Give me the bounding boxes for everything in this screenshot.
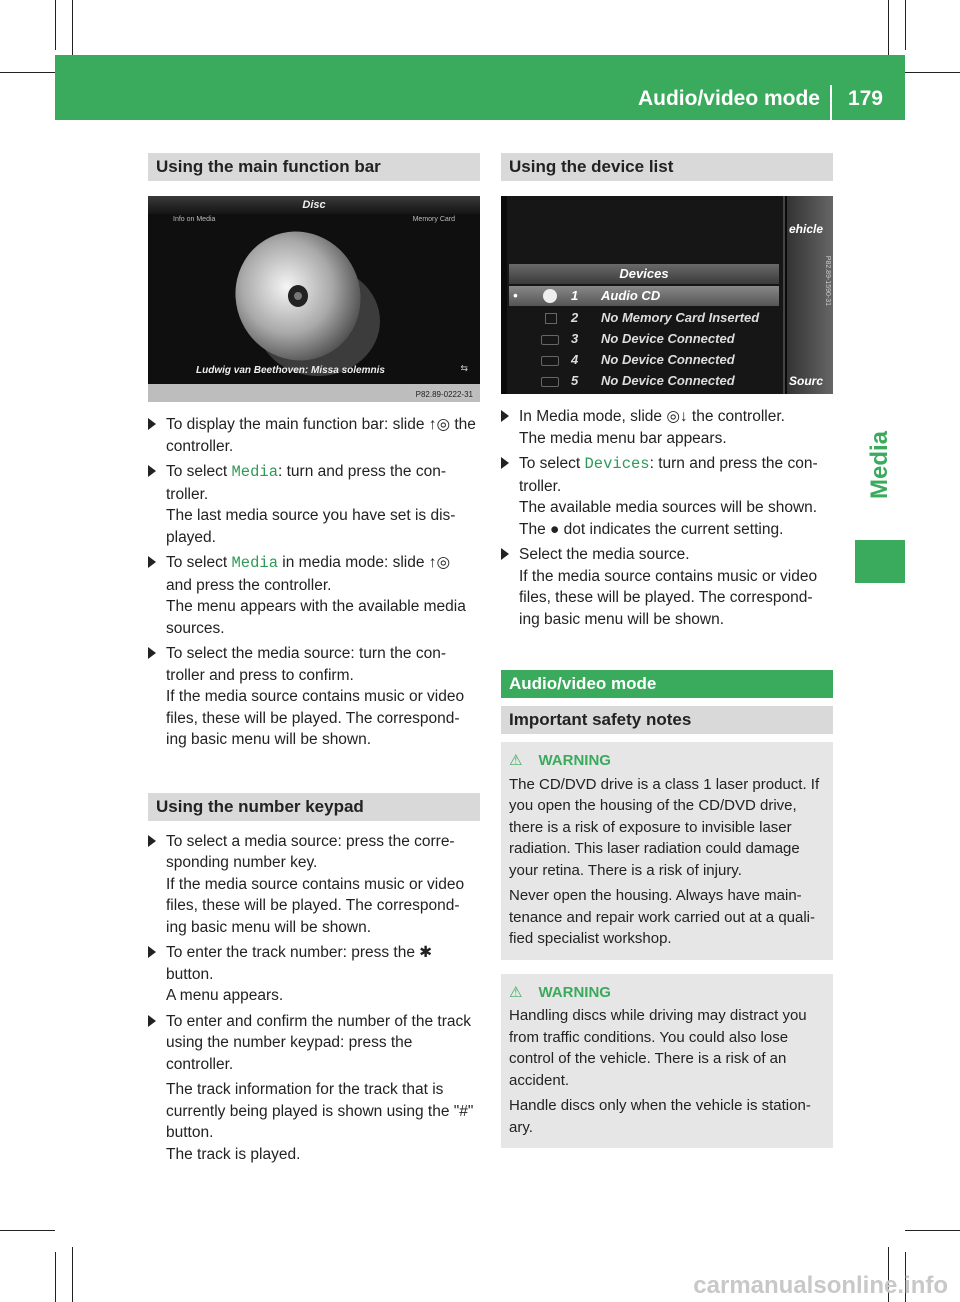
page-number: 179: [847, 87, 883, 110]
device-row[interactable]: 3 No Device Connected: [509, 329, 779, 349]
step: In Media mode, slide ◎↓ the controller. The media menu bar appears.: [501, 406, 833, 449]
footer-watermark: carmanualsonline.info: [693, 1272, 948, 1299]
screen-side-text: Sourc: [789, 374, 824, 388]
step: To select Devices: turn and press the con-troller. The available media sources will be shown. The ● dot indicates the current setting.: [501, 453, 833, 540]
device-row[interactable]: 5 No Device Connected: [509, 371, 779, 391]
arrow-icon: [148, 418, 156, 430]
step: To display the main function bar: slide ↑◎ the controller.: [148, 414, 480, 457]
disc-icon: [543, 289, 557, 303]
side-tab-label: Media: [866, 430, 893, 500]
crop-mark: [905, 1230, 960, 1231]
arrow-icon: [148, 1015, 156, 1027]
section-heading: Using the number keypad: [148, 793, 480, 821]
image-caption: P82.89-0222-31: [413, 390, 476, 399]
dot-icon: •: [513, 288, 518, 303]
step: To select a media source: press the corre-sponding number key. If the media source contains music or video files, these will be played. The correspond-ing basic menu will be shown.: [148, 831, 480, 939]
section-heading: Audio/video mode: [501, 670, 833, 698]
crop-mark: [55, 0, 56, 50]
media-screenshot: [148, 196, 480, 402]
image-caption: P82.89-1590-31: [824, 255, 831, 306]
step: To enter and confirm the number of the track using the number keypad: press the controller. The track information for the track that is currently being played is shown using the "#" button. The track is played.: [148, 1011, 480, 1166]
warning-text: Handle discs only when the vehicle is station-ary.: [509, 1097, 811, 1136]
right-column: [501, 153, 833, 1148]
section-heading: Important safety notes: [501, 706, 833, 734]
screen-right-label: Memory Card: [412, 216, 455, 223]
arrow-icon: [148, 835, 156, 847]
warning-box: [501, 974, 833, 1149]
device-row[interactable]: 4 No Device Connected: [509, 350, 779, 370]
warning-box: [501, 742, 833, 960]
step: To enter the track number: press the ✱ button. A menu appears.: [148, 942, 480, 1007]
arrow-icon: [148, 946, 156, 958]
back-icon: ⇆: [460, 363, 468, 373]
step: Select the media source. If the media source contains music or video files, these will be played. The correspond-ing basic menu will be shown.: [501, 544, 833, 630]
devices-header: Devices: [509, 264, 779, 284]
device-icon: [541, 377, 559, 387]
device-row[interactable]: 2 No Memory Card Inserted: [509, 308, 779, 328]
screen-left-label: Info on Media: [173, 216, 216, 223]
warning-icon: ⚠: [509, 983, 523, 1001]
header-divider: [830, 85, 832, 120]
warning-text: Never open the housing. Always have main-tenance and repair work carried out at a quali-fied specialist workshop.: [509, 887, 816, 947]
warning-icon: ⚠: [509, 752, 523, 769]
warning-text: The CD/DVD drive is a class 1 laser product. If you open the housing of the CD/DVD drive, there is a risk of exposure to invisible laser radiation. This laser radiation could damage your retina. There is a risk of injury.: [509, 775, 820, 879]
arrow-icon: [501, 410, 509, 422]
step: To select Media in media mode: slide ↑◎ and press the controller. The menu appears with the available media sources.: [148, 552, 480, 639]
crop-mark: [905, 72, 960, 73]
crop-mark: [0, 1230, 55, 1231]
crop-mark: [55, 1252, 56, 1302]
arrow-icon: [148, 465, 156, 477]
device-icon: [541, 356, 559, 366]
arrow-icon: [501, 457, 509, 469]
section-heading: Using the device list: [501, 153, 833, 181]
side-tab: [855, 410, 905, 520]
warning-text: Handling discs while driving may distract you from traffic conditions. You could also lose control of the vehicle. There is a risk of an accident.: [509, 1007, 807, 1089]
crop-mark: [72, 0, 73, 55]
device-row-selected[interactable]: • 1 Audio CD: [509, 286, 779, 306]
crop-mark: [888, 0, 889, 55]
section-heading: Using the main function bar: [148, 153, 480, 181]
screen-bottom-text: Ludwig van Beethoven: Missa solemnis: [196, 365, 385, 376]
step: To select the media source: turn the con-troller and press to confirm. If the media source contains music or video files, these will be played. The correspond-ing basic menu will be shown.: [148, 643, 480, 751]
left-column: [148, 153, 480, 1165]
arrow-icon: [148, 556, 156, 568]
crop-mark: [0, 72, 55, 73]
warning-header: ⚠ WARNING: [509, 752, 611, 769]
device-list-screenshot: [501, 196, 833, 394]
step: To select Media: turn and press the con-troller. The last media source you have set is dis-played.: [148, 461, 480, 548]
crop-mark: [905, 0, 906, 50]
screen-side-text: ehicle: [789, 222, 824, 236]
arrow-icon: [148, 647, 156, 659]
device-icon: [541, 335, 559, 345]
warning-header: ⚠ WARNING: [509, 983, 611, 1001]
arrow-icon: [501, 548, 509, 560]
card-icon: [545, 313, 557, 324]
page-header: [55, 55, 905, 120]
header-title: Audio/video mode: [637, 87, 820, 110]
side-tab-block: [855, 540, 905, 583]
screen-title: Disc: [302, 199, 326, 211]
crop-mark: [72, 1247, 73, 1302]
